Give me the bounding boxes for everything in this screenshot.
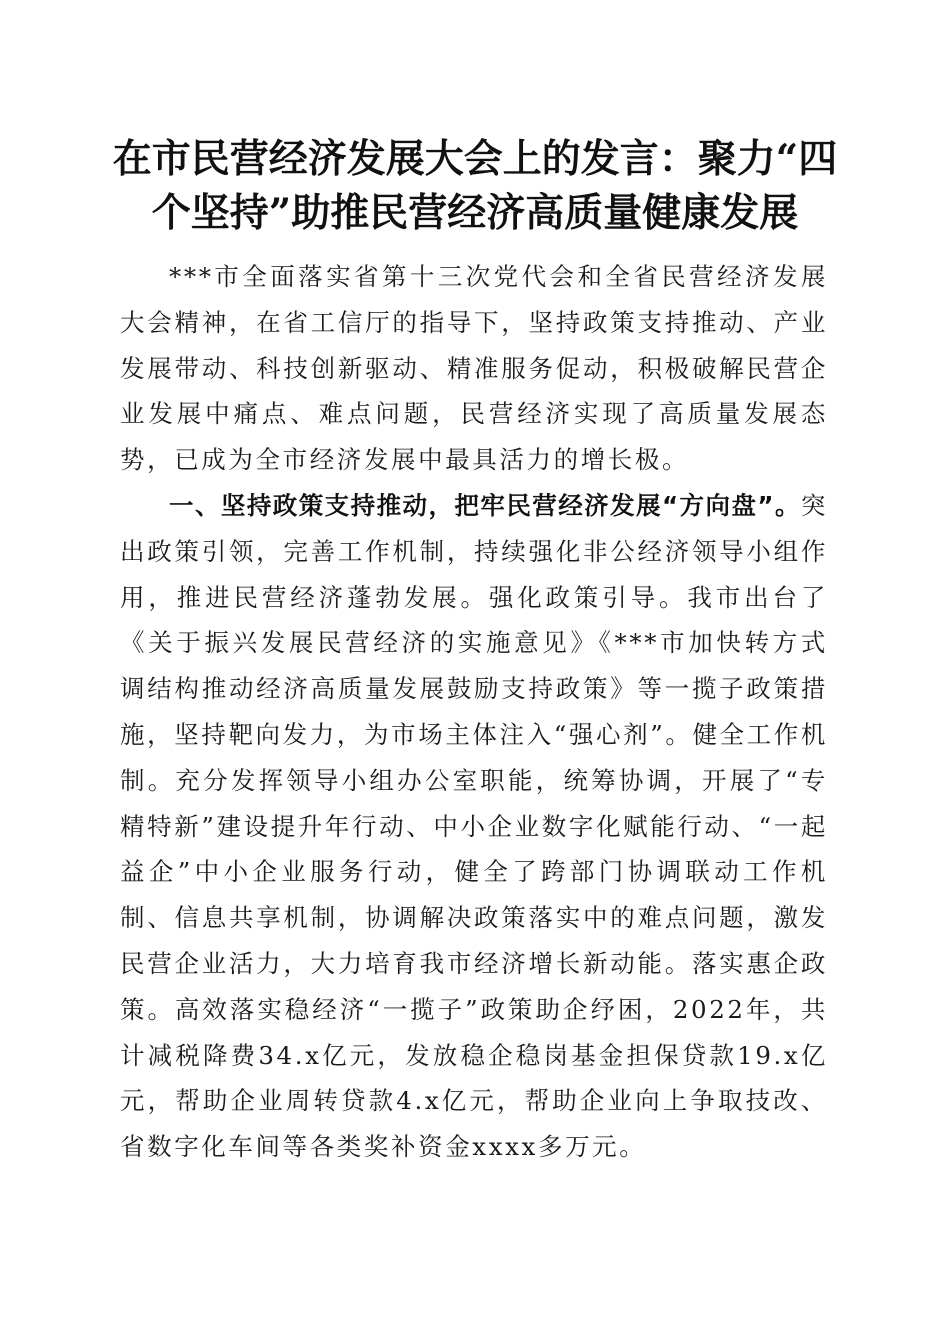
section-one-paragraph — [120, 483, 828, 1170]
section-one-heading: 一、坚持政策支持推动，把牢民营经济发展“方向盘”。 — [169, 490, 801, 520]
intro-paragraph-text: ***市全面落实省第十三次党代会和全省民营经济发展大会精神，在省工信厅的指导下，坚持政策支持推动、产业发展带动、科技创新驱动、精准服务促动，积极破解民营企业发展中痛点、难点问题，民营经济实现了高质量发展态势，已成为全市经济发展中最具活力的增长极。 — [120, 262, 828, 475]
intro-paragraph — [120, 254, 828, 483]
document-body — [120, 254, 828, 1170]
section-one-text: 突出政策引领，完善工作机制，持续强化非公经济领导小组作用，推进民营经济蓬勃发展。强化政策引导。我市出台了《关于振兴发展民营经济的实施意见》《***市加快转方式调结构推动经济高质量发展鼓励支持政策》等一揽子政策措施，坚持靶向发力，为市场主体注入“强心剂”。健全工作机制。充分发挥领导小组办公室职能，统筹协调，开展了“专精特新”建设提升年行动、中小企业数字化赋能行动、“一起益企”中小企业服务行动，健全了跨部门协调联动工作机制、信息共享机制，协调解决政策落实中的难点问题，激发民营企业活力，大力培育我市经济增长新动能。落实惠企政策。高效落实稳经济“一揽子”政策助企纾困，2022年，共计减税降费34.x亿元，发放稳企稳岗基金担保贷款19.x亿元，帮助企业周转贷款4.x亿元，帮助企业向上争取技改、省数字化车间等各类奖补资金xxxx多万元。 — [120, 490, 828, 1162]
document-title: 在市民营经济发展大会上的发言：聚力“四个坚持”助推民营经济高质量健康发展 — [112, 136, 838, 236]
